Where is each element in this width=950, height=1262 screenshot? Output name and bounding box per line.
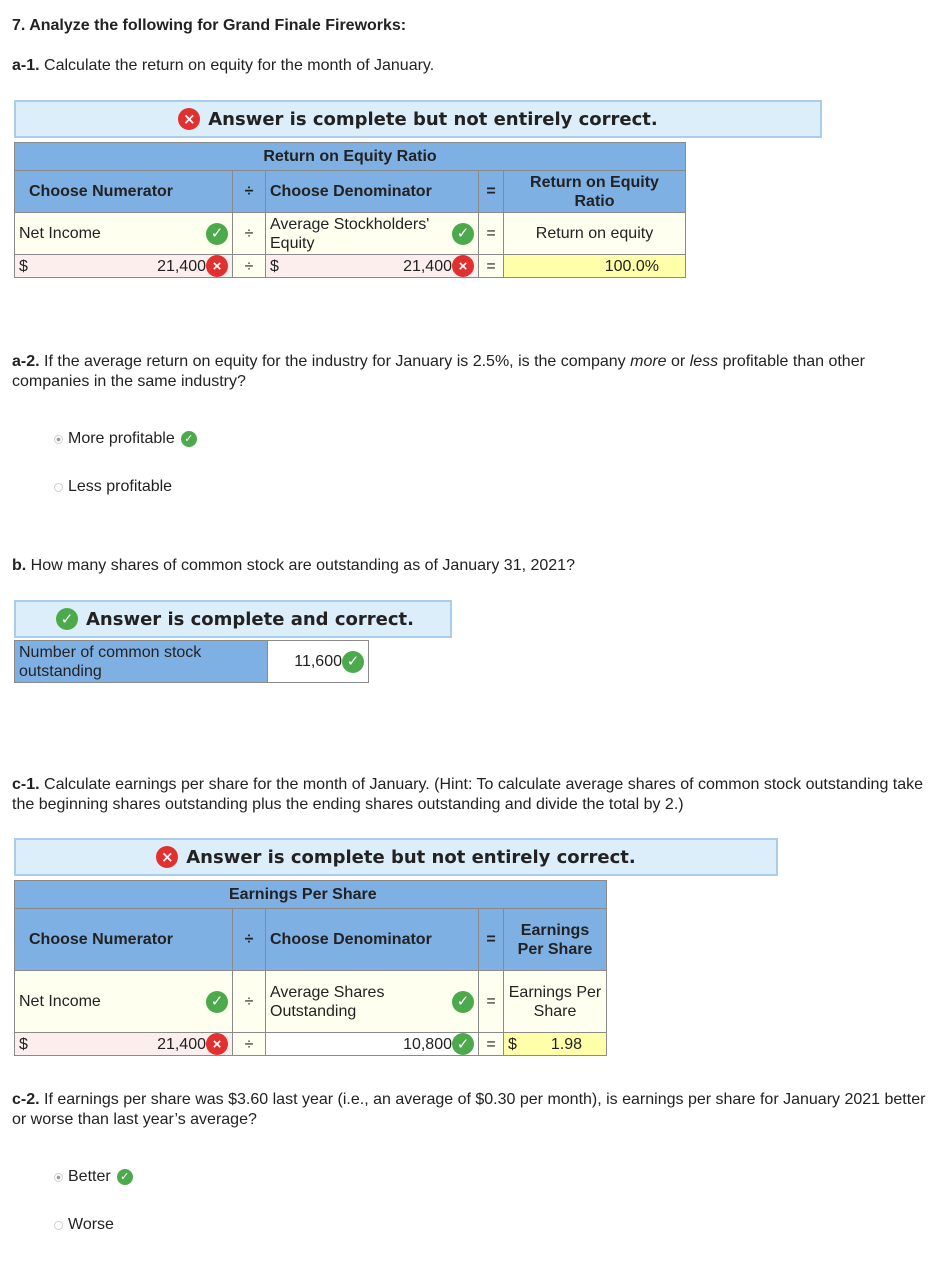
eps-equals-symbol: = <box>479 971 504 1033</box>
incorrect-icon: × <box>206 1033 228 1055</box>
radio-unselected[interactable] <box>54 483 63 492</box>
dollar-sign: $ <box>270 257 279 275</box>
correct-icon: ✓ <box>56 608 78 630</box>
c2-option-worse[interactable] <box>54 1216 114 1234</box>
eps-divide-header: ÷ <box>233 909 266 971</box>
incorrect-icon: × <box>452 255 474 277</box>
correct-icon: ✓ <box>117 1169 133 1185</box>
c1-status-banner <box>14 838 778 876</box>
a1-status-banner <box>14 100 822 138</box>
c2-option-better[interactable] <box>54 1168 133 1186</box>
roe-equals-symbol: = <box>479 213 504 255</box>
roe-numerator-value: 21,400 <box>157 257 206 275</box>
c2-option-worse-label: Worse <box>68 1216 114 1233</box>
correct-icon: ✓ <box>452 991 474 1013</box>
a2-prompt: a-2. If the average return on equity for the industry for January is 2.5%, is the company more or less profitable than other companies in the same industry? <box>12 353 865 390</box>
shares-table <box>14 640 369 683</box>
eps-numerator-input[interactable] <box>15 1033 233 1056</box>
dollar-sign: $ <box>508 1035 517 1053</box>
a1-number: a-1. <box>12 57 40 74</box>
roe-denominator-select[interactable] <box>266 213 479 255</box>
roe-numerator-select[interactable] <box>15 213 233 255</box>
c1-text: Calculate earnings per share for the month of January. (Hint: To calculate average shares of common stock outstanding take the beginning shares outstanding plus the ending shares outstanding and divide the total by 2.) <box>12 776 924 813</box>
incorrect-icon: × <box>156 846 178 868</box>
roe-denominator-label: Average Stockholders' Equity <box>270 215 430 252</box>
a2-number: a-2. <box>12 353 40 370</box>
eps-divide-symbol: ÷ <box>233 1033 266 1056</box>
b-status-banner <box>14 600 452 638</box>
roe-denominator-input[interactable] <box>266 255 479 278</box>
shares-input[interactable] <box>268 641 369 683</box>
eps-table-title: Earnings Per Share <box>15 881 607 909</box>
roe-divide-symbol: ÷ <box>233 213 266 255</box>
eps-numerator-select[interactable] <box>15 971 233 1033</box>
radio-selected[interactable] <box>54 435 63 444</box>
c2-text: If earnings per share was $3.60 last year (i.e., an average of $0.30 per month), is earnings per share for January 2021 better or worse than last year’s average? <box>12 1091 926 1128</box>
correct-icon: ✓ <box>452 223 474 245</box>
b-prompt <box>12 556 575 576</box>
roe-equals-header: = <box>479 171 504 213</box>
dollar-sign: $ <box>19 1035 28 1053</box>
roe-equals-symbol: = <box>479 255 504 278</box>
eps-equals-symbol: = <box>479 1033 504 1056</box>
dollar-sign: $ <box>19 257 28 275</box>
correct-icon: ✓ <box>206 223 228 245</box>
shares-label: Number of common stock outstanding <box>15 641 268 683</box>
eps-table <box>14 880 607 1056</box>
incorrect-icon: × <box>206 255 228 277</box>
eps-equals-header: = <box>479 909 504 971</box>
incorrect-icon: × <box>178 108 200 130</box>
eps-denominator-value: 10,800 <box>403 1035 452 1053</box>
a2-option-less-label: Less profitable <box>68 478 173 495</box>
eps-numerator-label: Net Income <box>19 993 101 1010</box>
a2-option-more-label: More profitable <box>68 430 175 447</box>
eps-result-input[interactable] <box>504 1033 607 1056</box>
a1-banner-text: Answer is complete but not entirely correct. <box>208 108 658 130</box>
c1-prompt <box>12 775 932 815</box>
eps-result-header: Earnings Per Share <box>504 909 607 971</box>
c2-option-better-label: Better <box>68 1168 111 1185</box>
roe-result-header: Return on Equity Ratio <box>504 171 686 213</box>
c1-number: c-1. <box>12 776 40 793</box>
correct-icon: ✓ <box>181 431 197 447</box>
a1-text: Calculate the return on equity for the month of January. <box>44 57 435 74</box>
roe-denominator-value: 21,400 <box>403 257 452 275</box>
a2-option-less[interactable] <box>54 478 172 496</box>
eps-denominator-header: Choose Denominator <box>266 909 479 971</box>
correct-icon: ✓ <box>342 651 364 673</box>
radio-selected[interactable] <box>54 1173 63 1182</box>
roe-numerator-header: Choose Numerator <box>15 171 233 213</box>
roe-numerator-input[interactable] <box>15 255 233 278</box>
c2-prompt <box>12 1090 937 1130</box>
eps-denominator-input[interactable] <box>266 1033 479 1056</box>
roe-divide-header: ÷ <box>233 171 266 213</box>
c2-number: c-2. <box>12 1091 40 1108</box>
roe-table <box>14 142 686 278</box>
eps-numerator-value: 21,400 <box>157 1035 206 1053</box>
eps-divide-symbol: ÷ <box>233 971 266 1033</box>
roe-table-title: Return on Equity Ratio <box>15 143 686 171</box>
roe-result-value: 100.0% <box>504 255 686 278</box>
c1-banner-text: Answer is complete but not entirely correct. <box>186 846 636 868</box>
roe-numerator-label: Net Income <box>19 225 101 242</box>
eps-denominator-select[interactable] <box>266 971 479 1033</box>
question-title: 7. Analyze the following for Grand Finale Fireworks: <box>12 17 407 34</box>
eps-denominator-label: Average Shares Outstanding <box>270 983 385 1020</box>
radio-unselected[interactable] <box>54 1221 63 1230</box>
roe-result-label: Return on equity <box>504 213 686 255</box>
a2-option-more[interactable] <box>54 430 197 448</box>
b-number: b. <box>12 557 27 574</box>
eps-result-label: Earnings Per Share <box>504 971 607 1033</box>
b-banner-text: Answer is complete and correct. <box>86 608 414 630</box>
b-text: How many shares of common stock are outstanding as of January 31, 2021? <box>30 557 575 574</box>
correct-icon: ✓ <box>452 1033 474 1055</box>
roe-divide-symbol: ÷ <box>233 255 266 278</box>
eps-numerator-header: Choose Numerator <box>15 909 233 971</box>
correct-icon: ✓ <box>206 991 228 1013</box>
shares-value: 11,600 <box>294 653 342 670</box>
roe-denominator-header: Choose Denominator <box>266 171 479 213</box>
a1-prompt <box>12 56 434 76</box>
eps-result-value: 1.98 <box>550 1035 582 1053</box>
